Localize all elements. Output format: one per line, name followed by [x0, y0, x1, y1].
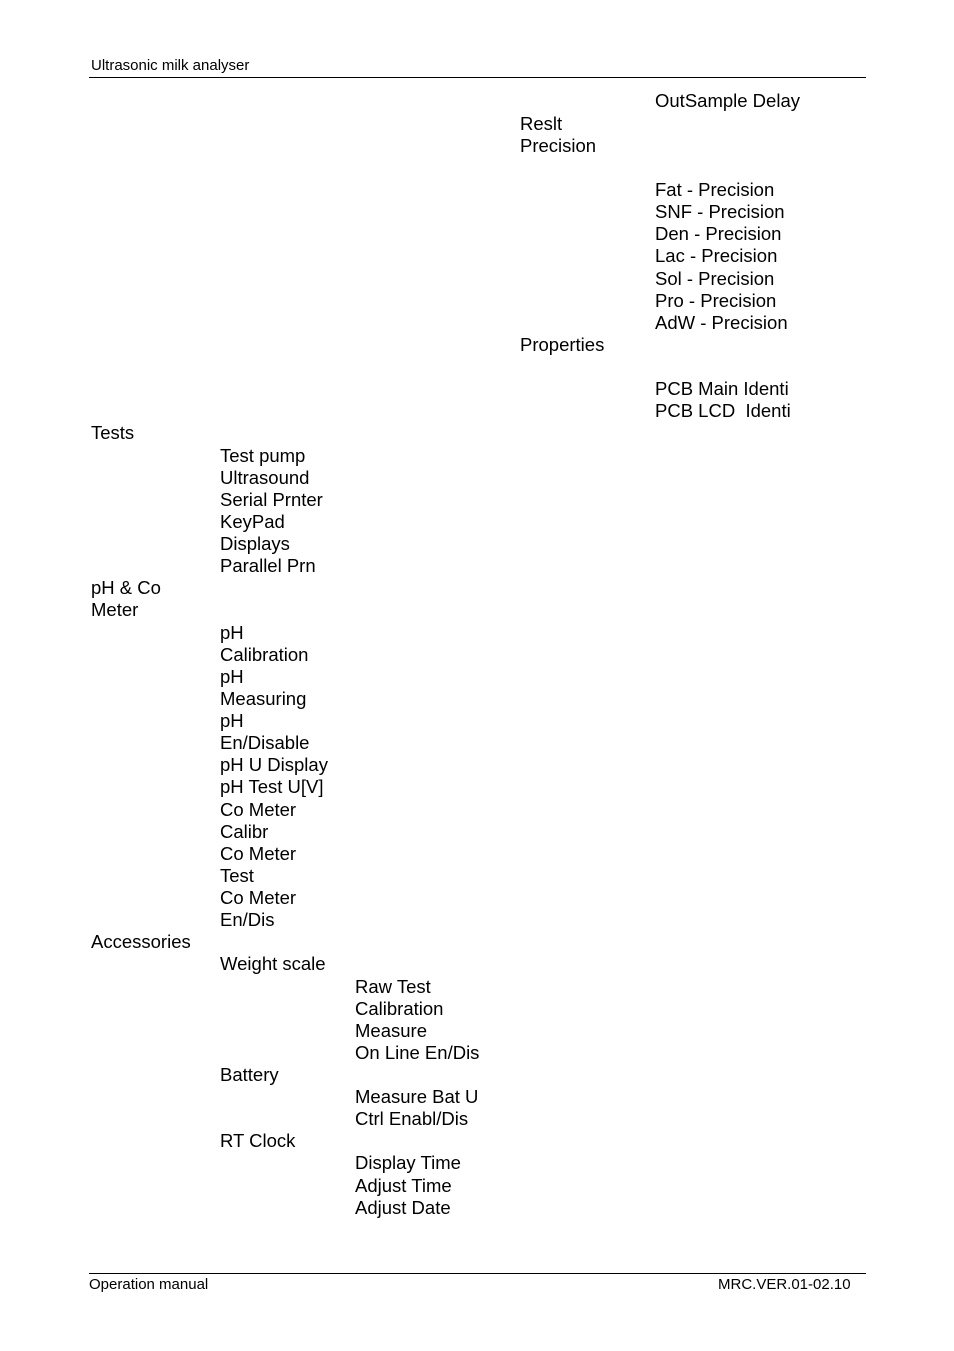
menu-ph-item: pH Test U[V] — [220, 776, 324, 797]
menu-properties-item: PCB Main Identi — [655, 378, 789, 399]
menu-battery-item: Ctrl Enabl/Dis — [355, 1108, 469, 1129]
menu-weight-scale-item: On Line En/Dis — [355, 1042, 480, 1063]
menu-co-item: Test — [220, 865, 254, 886]
menu-accessories: Accessories — [91, 931, 191, 952]
footer-rule — [89, 1273, 866, 1274]
menu-tests-item: Parallel Prn — [220, 555, 316, 576]
menu-reslt: Reslt — [520, 113, 563, 134]
menu-rt-clock-item: Adjust Time — [355, 1175, 452, 1196]
menu-weight-scale-item: Measure — [355, 1020, 427, 1041]
menu-ph-item: pH — [220, 622, 244, 643]
menu-tests-item: Ultrasound — [220, 467, 310, 488]
menu-ph-item: pH — [220, 710, 244, 731]
menu-precision-item: Sol - Precision — [655, 268, 775, 289]
menu-precision-item: SNF - Precision — [655, 201, 785, 222]
menu-battery: Battery — [220, 1064, 279, 1085]
menu-ph-item: Measuring — [220, 688, 307, 709]
menu-rt-clock: RT Clock — [220, 1130, 296, 1151]
menu-properties: Properties — [520, 334, 605, 355]
menu-co-item: Co Meter — [220, 887, 297, 908]
menu-weight-scale: Weight scale — [220, 953, 326, 974]
menu-precision: Precision — [520, 135, 597, 156]
menu-tests: Tests — [91, 422, 135, 443]
menu-precision-item: Pro - Precision — [655, 290, 777, 311]
menu-ph-item: pH — [220, 666, 244, 687]
menu-rt-clock-item: Adjust Date — [355, 1197, 451, 1218]
page-header-title: Ultrasonic milk analyser — [91, 57, 250, 74]
menu-ph-co-meter-line2: Meter — [91, 599, 139, 620]
menu-tests-item: KeyPad — [220, 511, 285, 532]
menu-ph-item: pH U Display — [220, 754, 328, 775]
menu-precision-item: AdW - Precision — [655, 312, 788, 333]
footer-manual-title: Operation manual — [89, 1276, 209, 1293]
menu-weight-scale-item: Calibration — [355, 998, 444, 1019]
menu-co-item: Co Meter — [220, 799, 297, 820]
menu-co-item: Calibr — [220, 821, 269, 842]
menu-battery-item: Measure Bat U — [355, 1086, 479, 1107]
menu-ph-item: En/Disable — [220, 732, 310, 753]
menu-outsample-delay: OutSample Delay — [655, 90, 800, 111]
menu-rt-clock-item: Display Time — [355, 1152, 461, 1173]
menu-properties-item: PCB LCD Identi — [655, 400, 791, 421]
menu-tests-item: Test pump — [220, 445, 306, 466]
menu-tests-item: Displays — [220, 533, 290, 554]
menu-precision-item: Den - Precision — [655, 223, 782, 244]
menu-precision-item: Lac - Precision — [655, 245, 778, 266]
footer-version: MRC.VER.01-02.10 — [718, 1276, 851, 1293]
menu-ph-co-meter: pH & Co — [91, 577, 161, 598]
menu-precision-item: Fat - Precision — [655, 179, 775, 200]
menu-tests-item: Serial Prnter — [220, 489, 323, 510]
menu-co-item: Co Meter — [220, 843, 297, 864]
menu-ph-item: Calibration — [220, 644, 309, 665]
header-rule — [89, 77, 866, 78]
menu-co-item: En/Dis — [220, 909, 275, 930]
menu-weight-scale-item: Raw Test — [355, 976, 431, 997]
